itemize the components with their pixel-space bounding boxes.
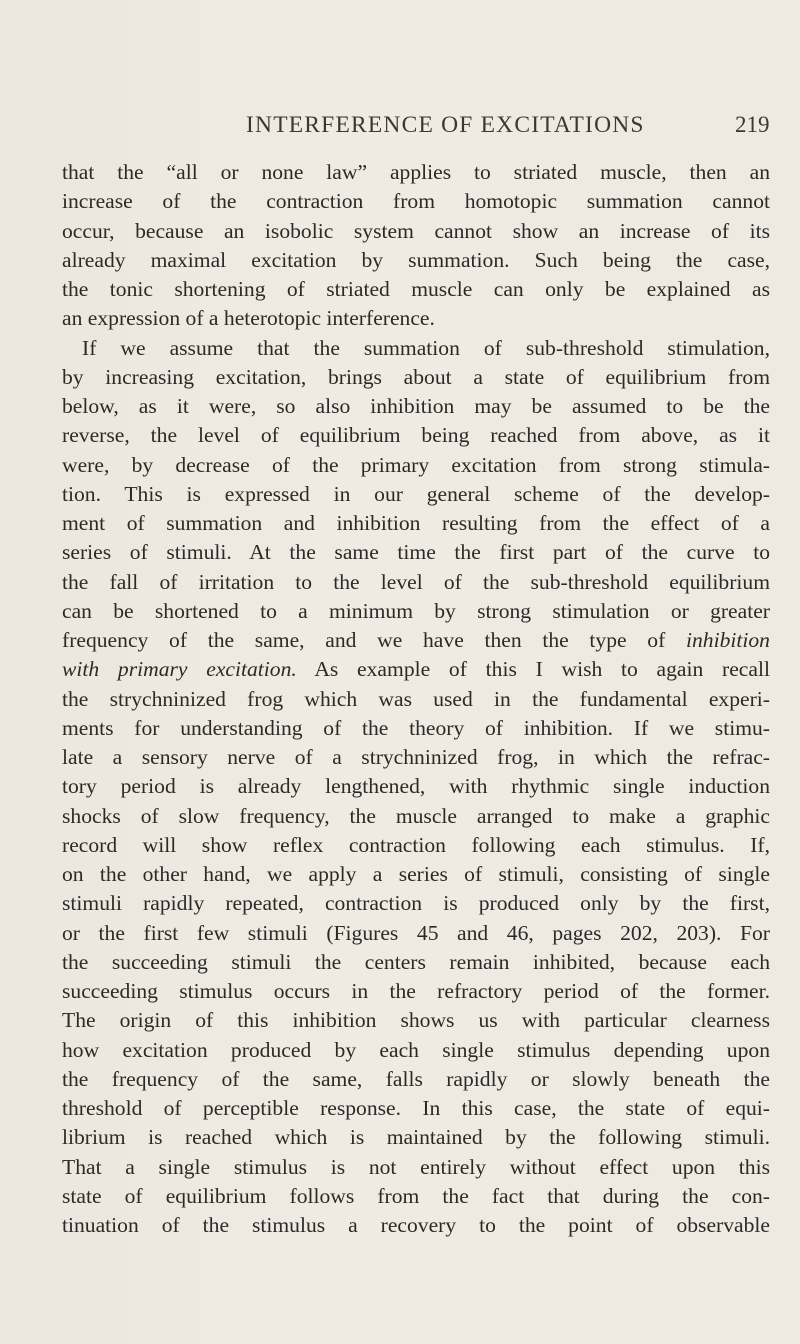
text-line: The origin of this inhibition shows us with particular clearness (62, 1008, 770, 1033)
text-line: on the other hand, we apply a series of stimuli, consisting of single (62, 862, 770, 886)
text-line: ments for understanding of the theory of inhibition. If we stimu- (62, 715, 770, 740)
text-line: tory period is already lengthened, with rhythmic single induction (62, 774, 770, 799)
paragraph-start-line: If we assume that the summation of sub-threshold stimulation, (82, 335, 770, 360)
line-roman-part: frequency of the same, and we have then the type of (62, 628, 666, 652)
text-line: already maximal excitation by summation. Such being the case, (62, 247, 770, 272)
text-line: were, by decrease of the primary excitation from strong stimula- (62, 452, 770, 477)
text-line: threshold of perceptible response. In this case, the state of equi- (62, 1096, 770, 1120)
italic-term: with primary excitation. (62, 657, 297, 682)
body-text (62, 158, 770, 1240)
text-line: late a sensory nerve of a strychninized frog, in which the refrac- (62, 745, 770, 769)
text-line: ment of summation and inhibition resulting from the effect of a (62, 511, 770, 535)
text-line-with-italic (62, 655, 770, 684)
text-line: state of equilibrium follows from the fact that during the con- (62, 1183, 770, 1208)
italic-term: inhibition (686, 628, 770, 652)
text-line: can be shortened to a minimum by strong stimulation or greater (62, 598, 770, 623)
page-number: 219 (735, 112, 770, 137)
text-line: the strychninized frog which was used in the fundamental experi- (62, 686, 770, 711)
text-line: tion. This is expressed in our general scheme of the develop- (62, 481, 770, 506)
text-line: that the “all or none law” applies to striated muscle, then an (62, 160, 770, 184)
text-line: librium is reached which is maintained by the following stimuli. (62, 1125, 770, 1150)
text-line-with-italic (62, 626, 770, 655)
text-line: tinuation of the stimulus a recovery to the point of observable (62, 1213, 770, 1237)
text-line: the frequency of the same, falls rapidly or slowly beneath the (62, 1066, 770, 1091)
line-roman-part: As example of this I wish to again recall (314, 657, 770, 682)
running-head (0, 112, 800, 146)
running-title: INTERFERENCE OF EXCITATIONS (246, 112, 645, 138)
text-line: series of stimuli. At the same time the first part of the curve to (62, 540, 770, 565)
text-line: occur, because an isobolic system cannot show an increase of its (62, 218, 770, 243)
text-line: the succeeding stimuli the centers remain inhibited, because each (62, 949, 770, 974)
text-line: stimuli rapidly repeated, contraction is produced only by the first, (62, 891, 770, 916)
text-line: shocks of slow frequency, the muscle arranged to make a graphic (62, 803, 770, 828)
text-line: increase of the contraction from homotopic summation cannot (62, 189, 770, 214)
text-line: reverse, the level of equilibrium being reached from above, as it (62, 423, 770, 448)
text-line: That a single stimulus is not entirely without effect upon this (62, 1154, 770, 1179)
text-line: by increasing excitation, brings about a state of equilibrium from (62, 364, 770, 389)
text-line: the tonic shortening of striated muscle can only be explained as (62, 277, 770, 301)
text-line: below, as it were, so also inhibition may be assumed to be the (62, 394, 770, 418)
text-line: record will show reflex contraction following each stimulus. If, (62, 832, 770, 857)
text-line: how excitation produced by each single stimulus depending upon (62, 1037, 770, 1062)
text-line: the fall of irritation to the level of the sub-threshold equilibrium (62, 569, 770, 594)
text-line: an expression of a heterotopic interference. (62, 306, 435, 331)
text-line: succeeding stimulus occurs in the refractory period of the former. (62, 979, 770, 1003)
text-line: or the first few stimuli (Figures 45 and 46, pages 202, 203). For (62, 920, 770, 945)
